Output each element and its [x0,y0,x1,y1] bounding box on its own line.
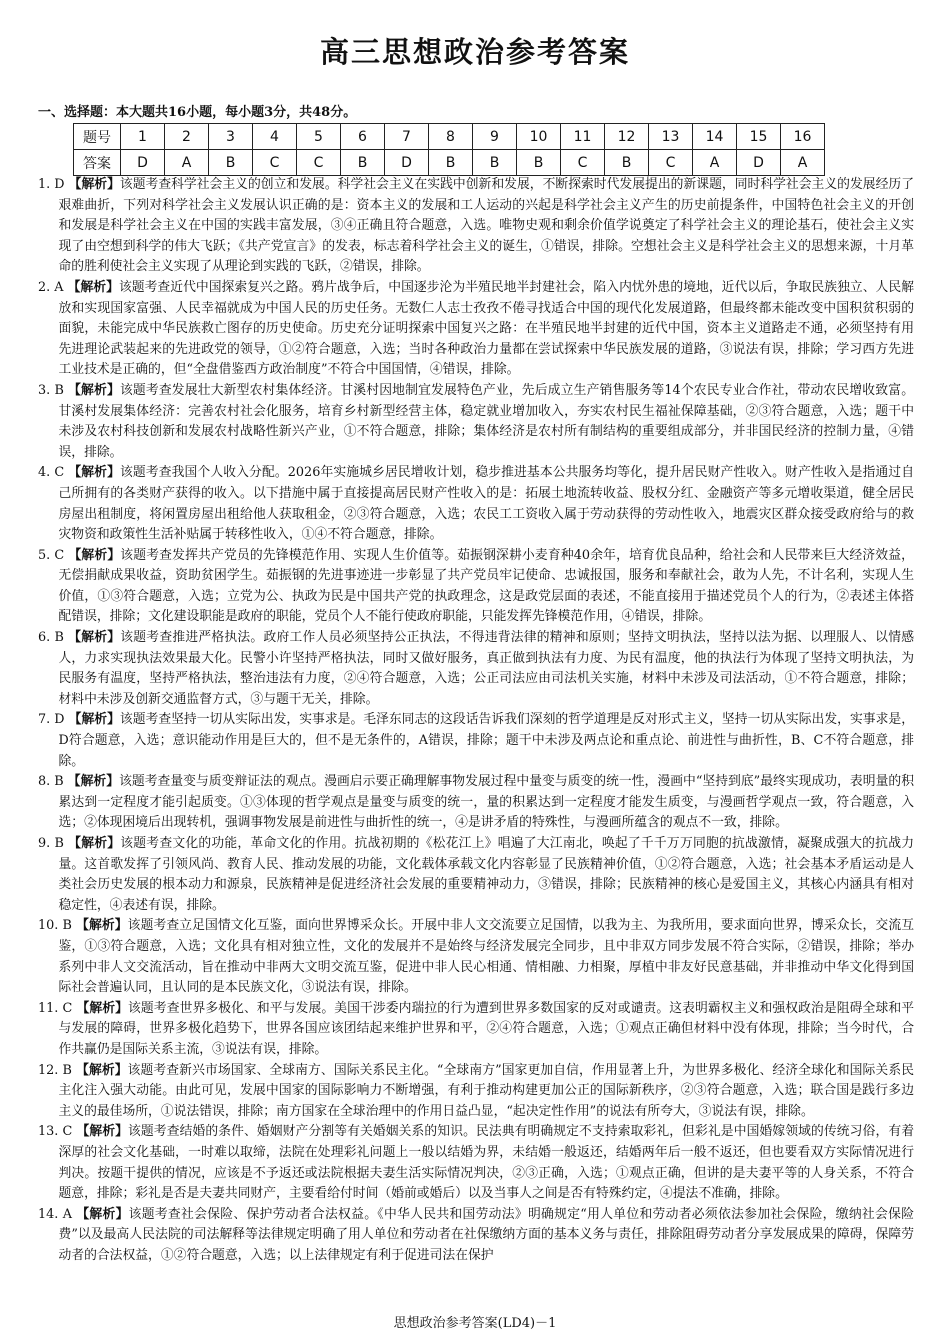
analysis-tag: 【解析】 [76,918,128,934]
item-number: 11. C [38,1000,73,1016]
question-number-cell: 6 [341,124,385,150]
item-number: 4. C [38,465,65,481]
item-text: 该题考查科学社会主义的创立和发展。科学社会主义在实践中创新和发展，不断探索时代发展提出的新课题，同时科学社会主义的发展经历了艰难曲折，下列对科学社会主义发展认识正确的是：资本主义的发展和工人运动的兴起是科学社会主义产生的历史前提条件，中国特色社会主义的开创和发展是科学社会主义在中国的实践丰富发展，③④正确且符合题意，入选。唯物史观和剩余价值学说奠定了科学社会主义的理论基石，使社会主义实现了由空想到科学的伟大飞跃；《共产党宣言》的发表，标志着科学社会主义的诞生，①错误，排除。空想社会主义是科学社会主义的思想来源，十月革命的胜利使社会主义实现了从理论到实践的飞跃，②错误，排除。 [58,177,915,275]
answer-cell: C [253,150,297,176]
question-number-cell: 5 [297,124,341,150]
analysis-tag: 【解析】 [76,1000,129,1016]
item-number: 10. B [38,918,72,934]
answer-table [73,123,825,176]
item-text: 该题考查发挥共产党员的先锋模范作用、实现人生价值等。茹振钢深耕小麦育种40余年，培育优良品种，给社会和人民带来巨大经济效益，无偿捐献成果收益，资助贫困学生。茹振钢的先进事迹进一步彰显了共产党员牢记使命、忠诚报国，服务和奉献社会，敢为人先，不计名利，实现人生价值，①③符合题意，入选；立党为公、执政为民是中国共产党的执政理念，这是政党层面的表述，不能直接用于描述党员个人的行为，②表述主体搭配错误，排除；文化建设职能是政府的职能，党员个人不能行使政府职能，只能发挥先锋模范作用，④错误，排除。 [58,547,914,625]
item-number: 1. D [38,177,65,192]
answer-cell: B [209,150,253,176]
analysis-tag: 【解析】 [67,774,120,790]
answer-cell: A [693,150,737,176]
answer-cell: B [429,150,473,176]
item-text: 该题考查我国个人收入分配。2026年实施城乡居民增收计划，稳步推进基本公共服务均等化，提升居民财产性收入。财产性收入是指通过自己所拥有的各类财产获得的收入。以下措施中属于直接提高居民财产性收入的是：拓展土地流转收益、股权分红、金融资产等多元增收渠道，健全居民房屋出租制度，将闲置房屋出租给他人获取租金，②③符合题意，入选；农民工工资收入属于劳动获得的劳动性收入，地震灾区群众接受政府给与的救灾物资和政策性生活补贴属于转移性收入，①④不符合题意，排除。 [58,465,914,543]
answer-row [74,150,825,176]
analysis-tag: 【解析】 [68,177,120,192]
item-text: 该题考查世界多极化、和平与发展。美国干涉委内瑞拉的行为遭到世界多数国家的反对或谴责。这表明霸权主义和强权政治是阻碍全球和平与发展的障碍，世界多极化趋势下，世界各国应该团结起来维护世界和平，②④符合题意，入选；①观点正确但材料中没有体现，排除；当今时代，合作共赢仍是国际关系主流，③说法有误，排除。 [58,1000,915,1057]
question-number-cell: 4 [253,124,297,150]
analysis-tag: 【解析】 [67,279,119,295]
explanation-item [38,772,914,834]
item-number: 3. B [38,382,64,398]
item-number: 12. B [38,1062,72,1078]
analysis-tag: 【解析】 [76,1206,129,1222]
explanation-item [38,278,914,381]
item-number: 9. B [38,836,64,851]
analysis-tag: 【解析】 [68,712,120,728]
number-row [74,124,825,150]
answer-cell: D [737,150,781,176]
question-number-cell: 2 [165,124,209,150]
answer-cell: D [121,150,165,176]
question-number-cell: 11 [561,124,605,150]
item-text: 该题考查量变与质变辩证法的观点。漫画启示要正确理解事物发展过程中量变与质变的统一性，漫画中“坚持到底”最终实现成功，表明量的积累达到一定程度才能引起质变。①③体现的哲学观点是量变与质变的统一，量的积累达到一定程度才能发生质变，与漫画哲学观点一致，符合题意，入选；②体现困境后出现转机，强调事物发展是前进性与曲折性的统一，④是讲矛盾的特殊性，与漫画所蕴含的观点不一致，排除。 [58,774,914,831]
item-number: 8. B [38,774,64,790]
number-row-label: 题号 [74,124,121,150]
analysis-tag: 【解析】 [68,382,120,398]
answer-cell: D [385,150,429,176]
explanation-item [38,546,914,628]
explanation-item [38,916,914,998]
explanation-item [38,999,914,1061]
question-number-cell: 14 [693,124,737,150]
question-number-cell: 16 [781,124,825,150]
explanation-item [38,1061,914,1123]
explanation-item [38,175,914,278]
page-title: 高三思想政治参考答案 [319,35,630,69]
item-text: 该题考查立足国情文化互鉴，面向世界博采众长。开展中非人文交流要立足国情，以我为主、为我所用，要求面向世界，博采众长，交流互鉴，①③符合题意，入选；文化具有相对独立性，文化的发展并不是始终与经济发展完全同步，且中非双方同步发展不符合实际，②错误，排除；举办系列中非人文交流活动，旨在推动中非两大文明交流互鉴，促进中非人民心相通、情相融、力相聚，厚植中非友好民意基础，并非推动中华文化得到国际社会普遍认同，且认同的是本民族文化，③说法有误，排除。 [58,918,915,996]
item-number: 6. B [38,630,64,646]
answer-cell: B [473,150,517,176]
item-text: 该题考查近代中国探索复兴之路。鸦片战争后，中国逐步沦为半殖民地半封建社会，陷入内忧外患的境地，近代以后，争取民族独立、人民解放和实现国家富强、人民幸福就成为中国人民的历史任务。无数仁人志士孜孜不倦寻找适合中国的现代化发展道路，但最终都未能改变中国积贫积弱的面貌，未能完成中华民族救亡图存的历史使命。历史充分证明探索中国复兴之路：在半殖民地半封建的近代中国，资本主义道路走不通，必须坚持有用先进理论武装起来的先进政党的领导，①②符合题意，入选；当时各种政治力量都在尝试探索中华民族发展的道路，③说法有误，排除；学习西方先进工业技术是正确的，但“全盘借鉴西方政治制度”不符合中国国情，④错误，排除。 [58,279,914,378]
item-text: 该题考查坚持一切从实际出发，实事求是。毛泽东同志的这段话告诉我们深刻的哲学道理是反对形式主义，坚持一切从实际出发，实事求是，D符合题意，入选；意识能动作用是巨大的，但不是无条件的，A错误，排除；题干中未涉及两点论和重点论、前进性与曲折性，B、C不符合题意，排除。 [58,712,915,769]
question-number-cell: 8 [429,124,473,150]
question-number-cell: 12 [605,124,649,150]
item-text: 该题考查文化的功能，革命文化的作用。抗战初期的《松花江上》唱遍了大江南北，唤起了千千万万同胞的抗战激情，凝聚成强大的抗战力量。这首歌发挥了引领风尚、教育人民、推动发展的功能，文化载体承载文化内容彰显了民族精神价值，①②符合题意，入选；社会基本矛盾运动是人类社会历史发展的根本动力和源泉，民族精神是促进经济社会发展的重要精神动力，③错误，排除；民族精神的核心是爱国主义，其核心内涵具有相对稳定性，④表述有误，排除。 [58,836,914,913]
item-number: 14. A [38,1206,72,1222]
item-text: 该题考查新兴市场国家、全球南方、国际关系民主化。“全球南方”国家更加自信，作用显著上升，为世界多极化、经济全球化和国际关系民主化注入强大动能。由此可见，发展中国家的国际影响力不断增强，有利于推动构建更加公正的国际新秩序，②③符合题意，入选；联合国是践行多边主义的最佳场所，①说法错误，排除；南方国家在全球治理中的作用日益凸显，“起决定性作用”的说法有所夸大，③说法有误，排除。 [58,1062,915,1119]
answer-row-label: 答案 [74,150,121,176]
explanation-item [38,463,914,545]
item-number: 13. C [38,1124,73,1140]
answer-cell: B [605,150,649,176]
item-text: 该题考查推进严格执法。政府工作人员必须坚持公正执法，不得违背法律的精神和原则；坚持文明执法，坚持以法为据、以理服人、以情感人，力求实现执法效果最大化。民警小许坚持严格执法，同时又做好服务，真正做到执法有力度、为民有温度，他的执法行为体现了坚持文明执法，为民服务有温度，坚持严格执法，整治违法有力度，②④符合题意，入选；公正司法应由司法机关实施，材料中未涉及司法活动，①不符合题意，排除；材料中未涉及创新交通监督方式，③与题干无关，排除。 [58,630,914,707]
page-footer: 思想政治参考答案(LD4)－1 [393,1316,557,1331]
item-number: 2. A [38,279,64,295]
question-number-cell: 10 [517,124,561,150]
question-number-cell: 13 [649,124,693,150]
item-text: 该题考查结婚的条件、婚姻财产分割等有关婚姻关系的知识。民法典有明确规定不支持索取彩礼，但彩礼是中国婚嫁领域的传统习俗，有着深厚的社会文化基础，一时难以取缔，法院在处理彩礼问题上一般以结婚为界，未结婚一般返还，结婚两年后一般不返还，但也要看双方实际情况进行判决。按题干提供的情况，应该是不予返还或法院根据夫妻生活实际情况判决，②③正确，入选；①观点正确，但讲的是夫妻平等的人身关系，不符合题意，排除；彩礼是否是夫妻共同财产，主要看给付时间（婚前或婚后）以及当事人之间是否有特殊约定，④提法不准确，排除。 [58,1124,915,1202]
analysis-tag: 【解析】 [68,547,121,563]
section-heading: 一、选择题：本大题共16小题，每小题3分，共48分。 [38,105,357,120]
analysis-tag: 【解析】 [76,1124,129,1140]
answer-cell: A [165,150,209,176]
question-number-cell: 15 [737,124,781,150]
answer-cell: C [297,150,341,176]
analysis-tag: 【解析】 [68,836,121,851]
answer-cell: A [781,150,825,176]
question-number-cell: 7 [385,124,429,150]
item-number: 5. C [38,547,65,563]
analysis-tag: 【解析】 [68,465,120,481]
explanation-item [38,628,914,710]
explanation-item [38,710,914,772]
explanation-item [38,1122,914,1204]
analysis-tag: 【解析】 [76,1062,128,1078]
question-number-cell: 9 [473,124,517,150]
item-text: 该题考查发展壮大新型农村集体经济。甘溪村因地制宜发展特色产业，先后成立生产销售服务等14个农民专业合作社，带动农民增收致富。甘溪村发展集体经济：完善农村社会化服务，培育乡村新型经营主体，稳定就业增加收入，夯实农村民生福祉保障基础，②③符合题意，入选；题干中未涉及农村科技创新和发展农村战略性新兴产业，①不符合题意，排除；集体经济是农村所有制结构的重要组成部分，并非国民经济的控制力量，④错误，排除。 [58,382,914,460]
analysis-tag: 【解析】 [68,630,121,646]
question-number-cell: 3 [209,124,253,150]
answer-cell: B [341,150,385,176]
answer-cell: C [649,150,693,176]
item-number: 7. D [38,712,65,728]
explanation-item [38,834,914,916]
item-text: 该题考查社会保险、保护劳动者合法权益。《中华人民共和国劳动法》明确规定“用人单位和劳动者必须依法参加社会保险，缴纳社会保险费”以及最高人民法院的司法解释等法律规定明确了用人单位和劳动者在社保缴纳方面的基本义务与责任，排除阻碍劳动者分享发展成果的障碍，保障劳动者的合法权益，①②符合题意，入选；以上法律规定有利于促进司法在保护 [58,1206,914,1263]
explanation-item [38,381,914,463]
answer-cell: C [561,150,605,176]
explanation-item [38,1205,914,1267]
question-number-cell: 1 [121,124,165,150]
explanations [38,175,914,1266]
answer-cell: B [517,150,561,176]
